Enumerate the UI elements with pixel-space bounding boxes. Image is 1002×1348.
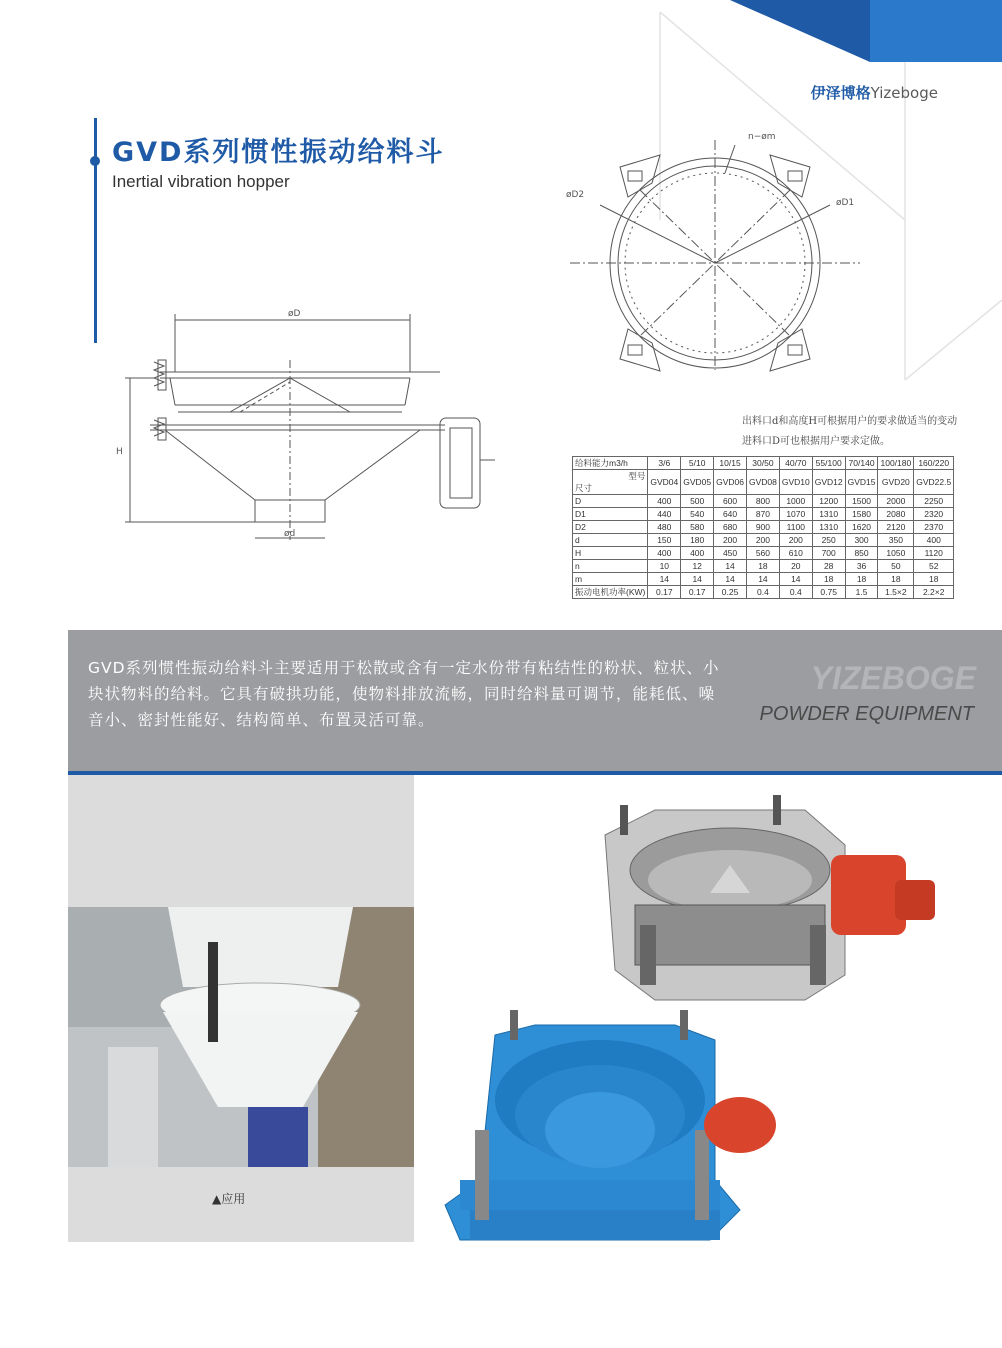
table-cell: 2.2×2 [914, 586, 954, 599]
table-cell: 400 [648, 495, 681, 508]
table-cell: 500 [681, 495, 714, 508]
table-row [573, 547, 954, 560]
table-cell: 540 [681, 508, 714, 521]
table-cell: 400 [681, 547, 714, 560]
table-row [573, 534, 954, 547]
table-cell-model: GVD20 [878, 470, 914, 495]
table-cell: 14 [779, 573, 812, 586]
table-cell: 2000 [878, 495, 914, 508]
table-row-label: 振动电机功率(KW) [573, 586, 648, 599]
table-cell: 50 [878, 560, 914, 573]
table-cell: 1310 [812, 521, 845, 534]
label-d: ød [284, 529, 296, 539]
side-view-drawing [110, 300, 510, 550]
table-cell: 1.5×2 [878, 586, 914, 599]
table-cell: 580 [681, 521, 714, 534]
watermark-subtitle: POWDER EQUIPMENT [759, 703, 974, 725]
description-text: GVD系列惯性振动给料斗主要适用于松散或含有一定水份带有粘结性的粉状、粒状、小块状物料的给料。它具有破拱功能，使物料排放流畅，同时给料量可调节，能耗低、噪音小、密封性能好、结构简单、布置灵活可靠。 [88, 659, 720, 729]
table-cell: 200 [779, 534, 812, 547]
table-header-model: 型号 尺寸 [573, 470, 648, 495]
table-cell-capacity: 100/180 [878, 457, 914, 470]
table-cell-capacity: 10/15 [714, 457, 747, 470]
table-cell-capacity: 3/6 [648, 457, 681, 470]
table-row [573, 560, 954, 573]
table-cell-capacity: 30/50 [746, 457, 779, 470]
table-cell: 1.5 [845, 586, 878, 599]
table-cell: 18 [746, 560, 779, 573]
table-cell: 14 [681, 573, 714, 586]
table-row [573, 586, 954, 599]
note-line-1: 出料口d和高度H可根据用户的要求做适当的变动 [742, 416, 958, 427]
table-cell: 2250 [914, 495, 954, 508]
product-photo-stainless [595, 795, 950, 1010]
table-cell: 870 [746, 508, 779, 521]
table-cell: 10 [648, 560, 681, 573]
table-cell-model: GVD08 [746, 470, 779, 495]
brand-logo [811, 82, 938, 103]
table-cell: 1120 [914, 547, 954, 560]
table-cell-model: GVD10 [779, 470, 812, 495]
table-cell: 700 [812, 547, 845, 560]
table-cell: 2120 [878, 521, 914, 534]
table-cell: 440 [648, 508, 681, 521]
table-header-capacity: 给料能力m3/h [573, 457, 648, 470]
table-cell-model: GVD06 [714, 470, 747, 495]
table-cell: 200 [714, 534, 747, 547]
table-cell: 600 [714, 495, 747, 508]
label-D: øD [288, 309, 301, 319]
table-cell: 14 [648, 573, 681, 586]
table-cell: 680 [714, 521, 747, 534]
table-row [573, 573, 954, 586]
table-cell: 0.75 [812, 586, 845, 599]
table-cell: 28 [812, 560, 845, 573]
table-cell: 20 [779, 560, 812, 573]
note-line-2: 进料口D可也根据用户要求定做。 [742, 436, 891, 447]
table-row [573, 521, 954, 534]
table-cell: 36 [845, 560, 878, 573]
table-cell: 1100 [779, 521, 812, 534]
table-cell: 0.4 [779, 586, 812, 599]
title-accent-bar [94, 118, 97, 343]
table-cell-model: GVD12 [812, 470, 845, 495]
table-row [573, 508, 954, 521]
title-accent-dot [90, 156, 100, 166]
table-cell: 400 [914, 534, 954, 547]
table-cell: 1200 [812, 495, 845, 508]
table-cell: 18 [845, 573, 878, 586]
table-cell: 250 [812, 534, 845, 547]
label-H: H [116, 447, 123, 457]
page-subtitle: Inertial vibration hopper [112, 172, 290, 191]
motor-red [831, 855, 906, 935]
table-cell: 1500 [845, 495, 878, 508]
table-cell: 18 [812, 573, 845, 586]
table-cell: 0.17 [681, 586, 714, 599]
table-cell: 14 [746, 573, 779, 586]
table-cell: 150 [648, 534, 681, 547]
brand-en: Yizeboge [870, 84, 938, 102]
table-cell: 450 [714, 547, 747, 560]
table-row [573, 457, 954, 470]
table-cell: 300 [845, 534, 878, 547]
table-cell: 18 [914, 573, 954, 586]
table-cell: 0.4 [746, 586, 779, 599]
table-cell: 640 [714, 508, 747, 521]
table-row-label: d [573, 534, 648, 547]
table-cell: 14 [714, 573, 747, 586]
table-cell: 560 [746, 547, 779, 560]
table-cell: 610 [779, 547, 812, 560]
photo-caption: ▲应用 [212, 1192, 246, 1206]
table-cell: 400 [648, 547, 681, 560]
table-row-label: m [573, 573, 648, 586]
table-cell: 1070 [779, 508, 812, 521]
watermark-brand: YIZEBOGE [810, 660, 976, 696]
table-cell: 0.17 [648, 586, 681, 599]
label-D1: øD1 [836, 198, 855, 208]
table-row-label: D [573, 495, 648, 508]
table-cell: 0.25 [714, 586, 747, 599]
product-photo-blue [440, 1010, 780, 1250]
table-cell: 1000 [779, 495, 812, 508]
table-cell: 1050 [878, 547, 914, 560]
table-cell: 200 [746, 534, 779, 547]
table-cell: 850 [845, 547, 878, 560]
table-row [573, 495, 954, 508]
table-cell: 2370 [914, 521, 954, 534]
table-cell-capacity: 70/140 [845, 457, 878, 470]
table-cell: 480 [648, 521, 681, 534]
table-cell-model: GVD22.5 [914, 470, 954, 495]
label-D2: øD2 [566, 190, 585, 200]
table-cell-capacity: 40/70 [779, 457, 812, 470]
table-row-label: D1 [573, 508, 648, 521]
table-cell-capacity: 5/10 [681, 457, 714, 470]
table-cell-capacity: 55/100 [812, 457, 845, 470]
table-cell-model: GVD05 [681, 470, 714, 495]
table-cell: 12 [681, 560, 714, 573]
table-cell: 900 [746, 521, 779, 534]
table-cell: 1310 [812, 508, 845, 521]
table-cell-capacity: 160/220 [914, 457, 954, 470]
table-row-label: D2 [573, 521, 648, 534]
brand-cn: 伊泽博格 [810, 84, 871, 102]
table-row-label: n [573, 560, 648, 573]
table-row [573, 470, 954, 495]
table-cell: 1620 [845, 521, 878, 534]
table-cell: 350 [878, 534, 914, 547]
table-row-label: H [573, 547, 648, 560]
application-photo [68, 907, 414, 1167]
table-cell: 52 [914, 560, 954, 573]
table-cell-model: GVD15 [845, 470, 878, 495]
top-view-drawing [560, 125, 870, 375]
table-cell-model: GVD04 [648, 470, 681, 495]
table-cell: 18 [878, 573, 914, 586]
page-title: GVD系列惯性振动给料斗 [112, 137, 445, 168]
table-cell: 800 [746, 495, 779, 508]
table-cell: 2320 [914, 508, 954, 521]
table-cell: 2080 [878, 508, 914, 521]
label-nm: n−øm [748, 132, 776, 142]
table-cell: 1580 [845, 508, 878, 521]
table-cell: 180 [681, 534, 714, 547]
table-cell: 14 [714, 560, 747, 573]
spec-table [572, 456, 954, 599]
